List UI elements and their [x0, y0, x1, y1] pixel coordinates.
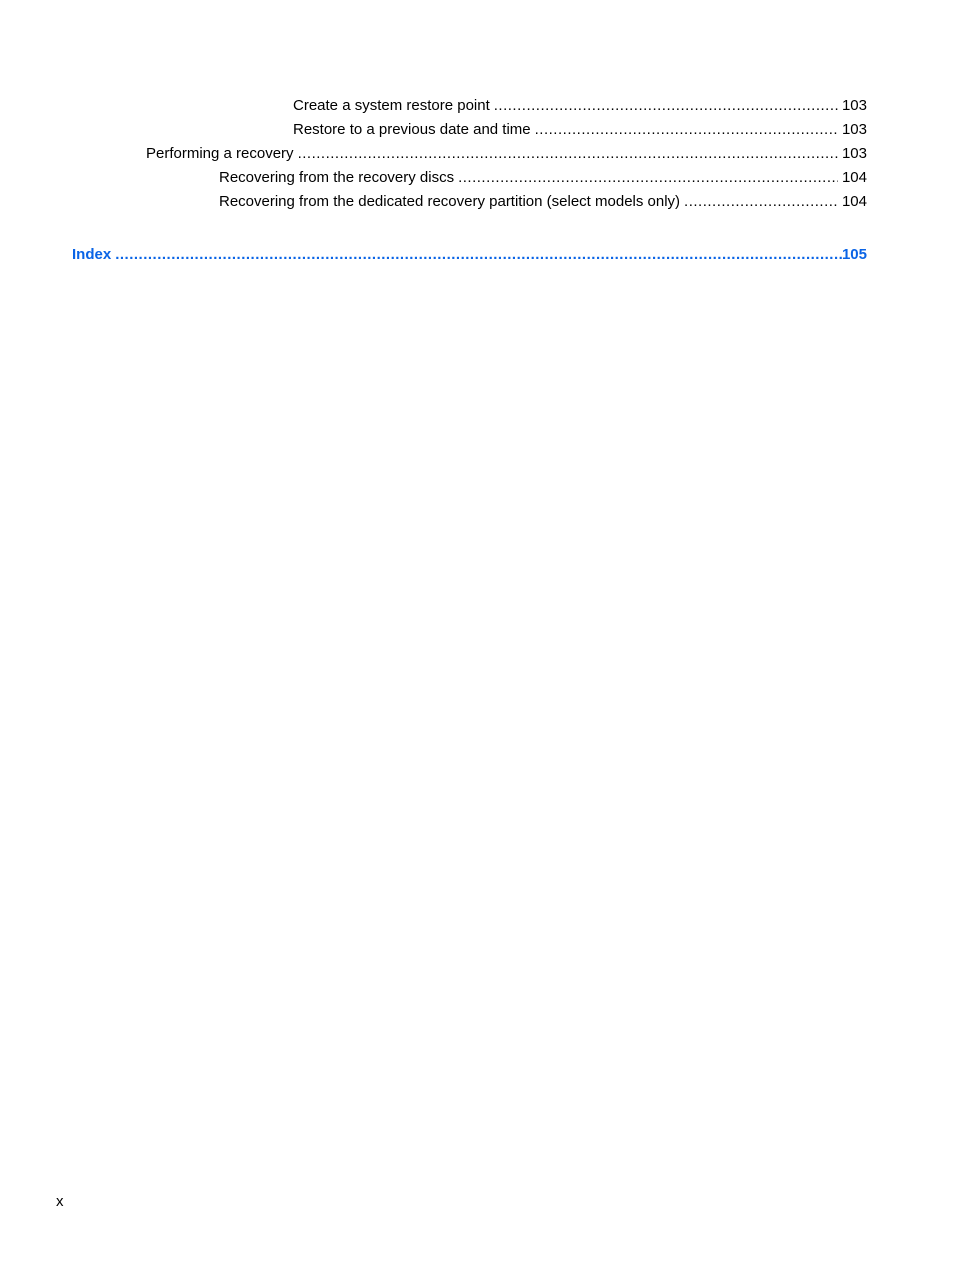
toc-index-title: Index	[72, 246, 112, 263]
toc-entry-recovery-discs[interactable]	[219, 169, 867, 187]
dot-leader	[494, 97, 838, 115]
toc-entry-restore-previous-date[interactable]	[293, 121, 867, 139]
toc-entry-recovery-partition[interactable]	[219, 193, 867, 211]
toc-entry-create-restore-point[interactable]	[293, 97, 867, 115]
toc-entry-index[interactable]	[72, 246, 867, 264]
page-number: x	[56, 1193, 64, 1210]
toc-entry-page: 103	[841, 145, 867, 162]
toc-entry-title: Recovering from the dedicated recovery partition (select models only)	[219, 193, 681, 210]
dot-leader	[684, 193, 838, 211]
toc-entry-page: 103	[841, 121, 867, 138]
dot-leader	[298, 145, 838, 163]
toc-index-page: 105	[841, 246, 867, 263]
dot-leader	[458, 169, 838, 187]
toc-entry-page: 104	[841, 169, 867, 186]
toc-entry-title: Performing a recovery	[146, 145, 294, 162]
toc-entry-title: Create a system restore point	[293, 97, 490, 114]
toc-entry-page: 103	[841, 97, 867, 114]
toc-entry-page: 104	[841, 193, 867, 210]
toc-entry-performing-recovery[interactable]	[146, 145, 867, 163]
dot-leader	[115, 246, 842, 264]
dot-leader	[535, 121, 838, 139]
toc-entry-title: Recovering from the recovery discs	[219, 169, 455, 186]
toc-entry-title: Restore to a previous date and time	[293, 121, 531, 138]
